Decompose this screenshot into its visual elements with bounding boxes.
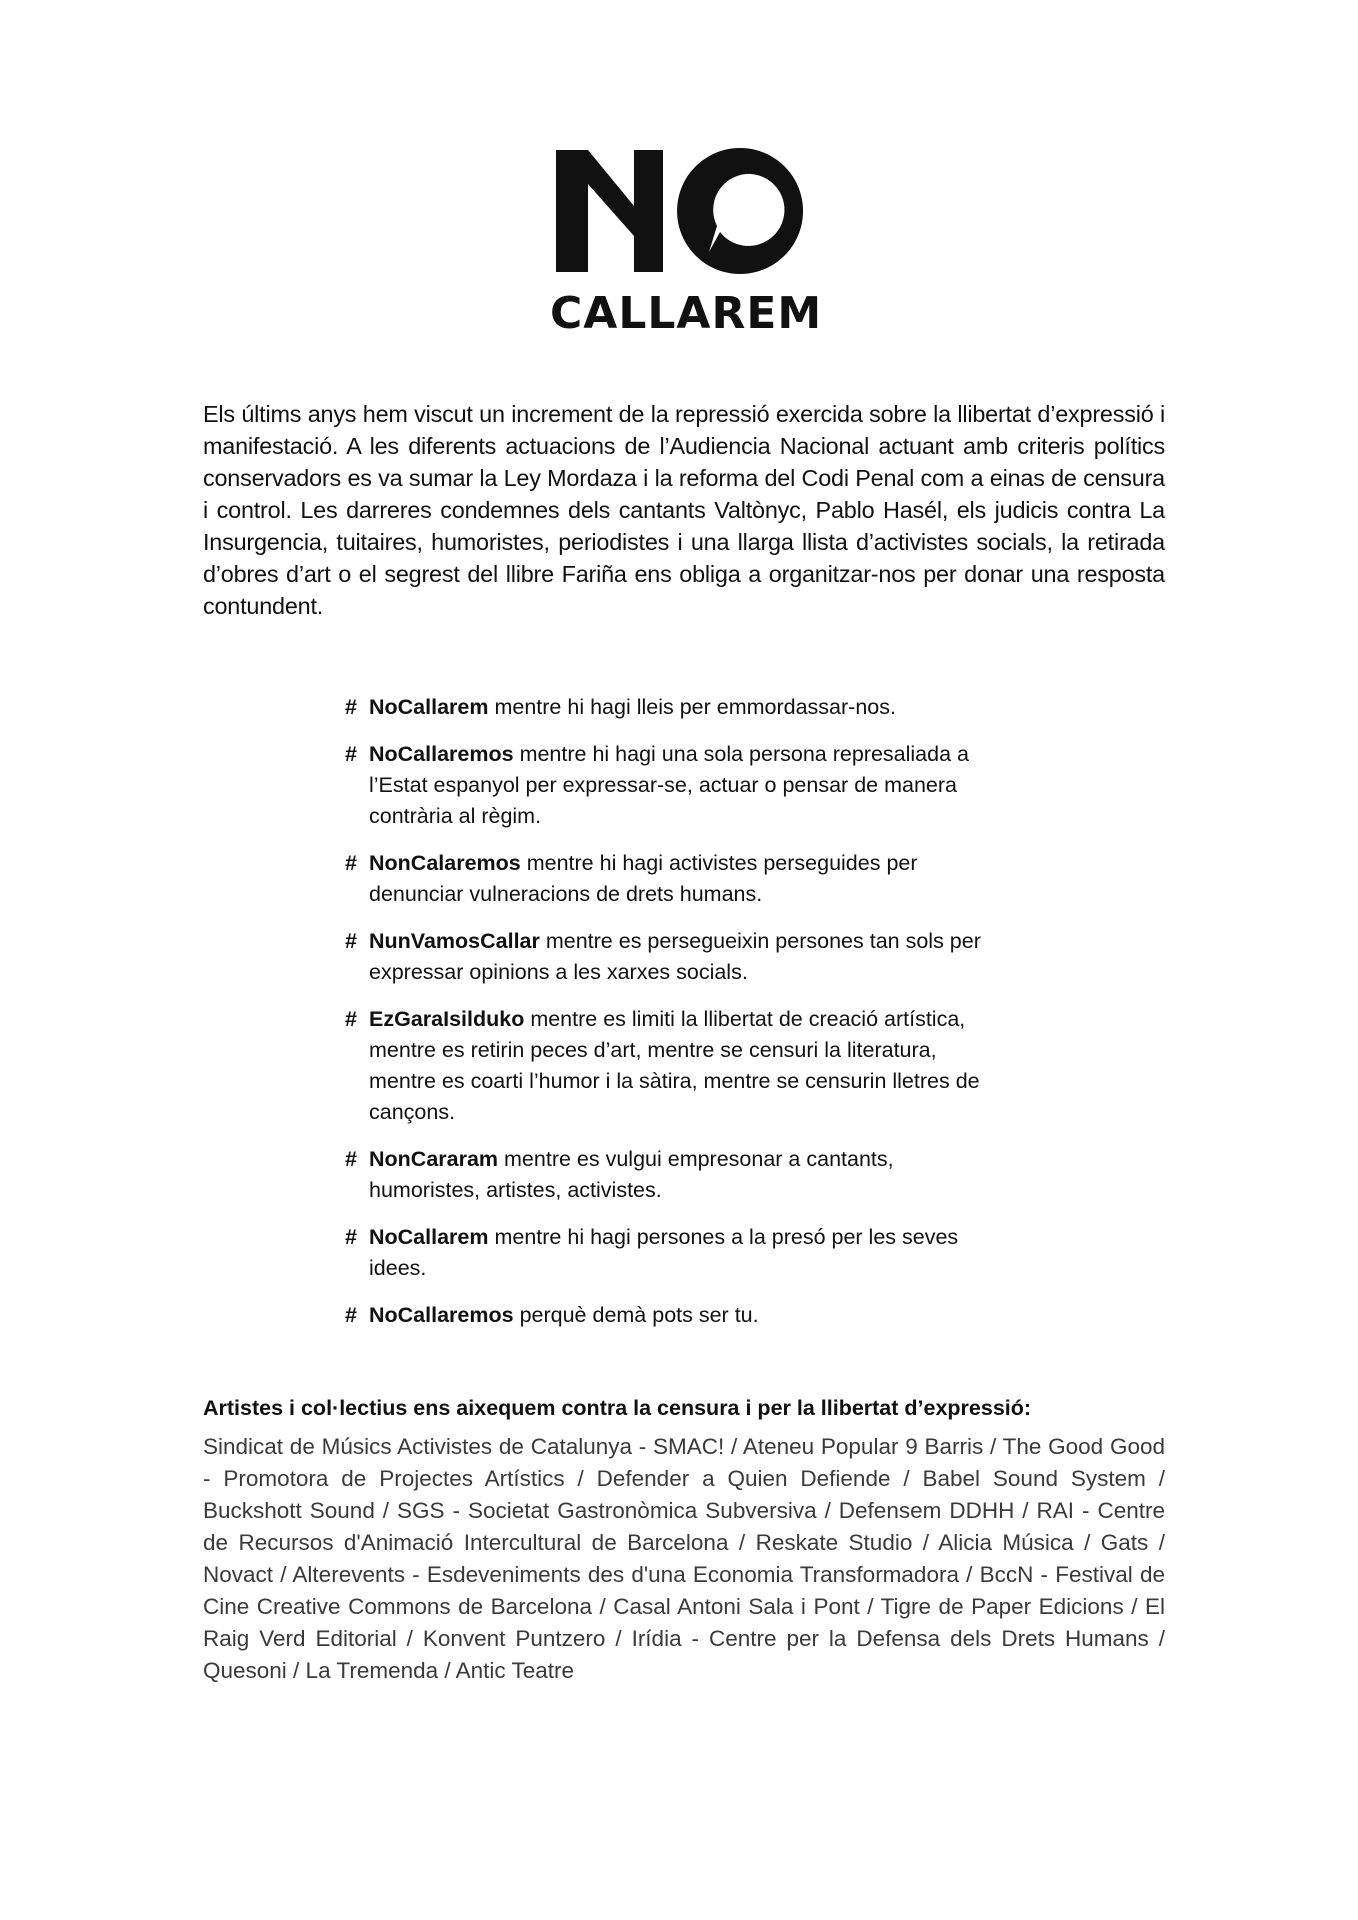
hashtag-text: mentre hi hagi persones a la presó per les seves idees.: [369, 1225, 959, 1280]
hashtag-label: NonCararam: [369, 1147, 499, 1171]
hash-symbol: #: [345, 1147, 357, 1171]
hash-symbol: #: [345, 1225, 357, 1249]
hashtag-item: [345, 1300, 1005, 1331]
hashtag-text: mentre hi hagi lleis per emmordassar-nos.: [488, 695, 896, 719]
hashtag-item: [345, 1222, 1005, 1284]
speech-bubble-icon: [677, 148, 803, 274]
hashtag-label: NoCallaremos: [369, 1303, 514, 1327]
hash-symbol: #: [345, 1007, 357, 1031]
logo-subtitle: CALLAREM: [550, 288, 823, 339]
hashtag-item: [345, 739, 1005, 832]
hashtag-item: [345, 1004, 1005, 1128]
hashtag-text: mentre es limiti la llibertat de creació artística, mentre es retirin peces d’art, mentre se censuri la literatura, mentre es coarti l’humor i la sàtira, mentre se censurin lletres de cançons.: [369, 1007, 980, 1124]
hashtag-label: NunVamosCallar: [369, 929, 540, 953]
logo: [550, 148, 823, 339]
hashtag-item: [345, 692, 1005, 723]
hash-symbol: #: [345, 1303, 357, 1327]
collectives-section: [203, 1393, 1165, 1687]
hash-symbol: #: [345, 929, 357, 953]
hash-symbol: #: [345, 851, 357, 875]
hashtag-text: mentre es persegueixin persones tan sols per expressar opinions a les xarxes socials.: [369, 929, 981, 984]
collectives-list: Sindicat de Músics Activistes de Catalunya - SMAC! / Ateneu Popular 9 Barris / The Good Good - Promotora de Projectes Artístics / Defender a Quien Defiende / Babel Sound System / Buckshott Sound / SGS - Societat Gastronòmica Subversiva / Defensem DDHH / RAI - Centre de Recursos d'Animació Intercultural de Barcelona / Reskate Studio / Alicia Música / Gats / Novact / Alterevents - Esdeveniments des d'una Economia Transformadora / BccN - Festival de Cine Creative Commons de Barcelona / Casal Antoni Sala i Pont / Tigre de Paper Edicions / El Raig Verd Editorial / Konvent Puntzero / Irídia - Centre per la Defensa dels Drets Humans / Quesoni / La Tremenda / Antic Teatre: [203, 1434, 1165, 1683]
logo-no-mark: [550, 148, 812, 288]
hashtag-label: NoCallarem: [369, 1225, 489, 1249]
intro-text: Els últims anys hem viscut un increment de la repressió exercida sobre la llibertat d’expressió i manifestació. A les diferents actuacions de l’Audiencia Nacional actuant amb criteris polítics conservadors es va sumar la Ley Mordaza i la reforma del Codi Penal com a einas de censura i control. Les darreres condemnes dels cantants Valtònyc, Pablo Hasél, els judicis contra La Insurgencia, tuitaires, humoristes, periodistes i una llarga llista d’activistes socials, la retirada d’obres d’art o el segrest del llibre Fariña ens obliga a organitzar-nos per donar una resposta contundent.: [203, 401, 1165, 619]
hashtag-label: NoCallaremos: [369, 742, 514, 766]
collectives-heading: Artistes i col·lectius ens aixequem contra la censura i per la llibertat d’expressió:: [203, 1396, 1032, 1420]
logo-letter-n: [556, 150, 663, 272]
hashtag-list: [345, 692, 1005, 1347]
hash-symbol: #: [345, 742, 357, 766]
hashtag-item: [345, 926, 1005, 988]
hashtag-text: mentre es vulgui empresonar a cantants, humoristes, artistes, activistes.: [369, 1147, 894, 1202]
hashtag-text: mentre hi hagi una sola persona represaliada a l’Estat espanyol per expressar-se, actuar o pensar de manera contrària al règim.: [369, 742, 969, 828]
hashtag-label: EzGaraIsilduko: [369, 1007, 525, 1031]
hashtag-text: perquè demà pots ser tu.: [513, 1303, 759, 1327]
hashtag-text: mentre hi hagi activistes perseguides per denunciar vulneracions de drets humans.: [369, 851, 918, 906]
hashtag-label: NonCalaremos: [369, 851, 521, 875]
hashtag-item: [345, 1144, 1005, 1206]
hashtag-item: [345, 848, 1005, 910]
hash-symbol: #: [345, 695, 357, 719]
intro-paragraph: [203, 398, 1165, 622]
hashtag-label: NoCallarem: [369, 695, 489, 719]
